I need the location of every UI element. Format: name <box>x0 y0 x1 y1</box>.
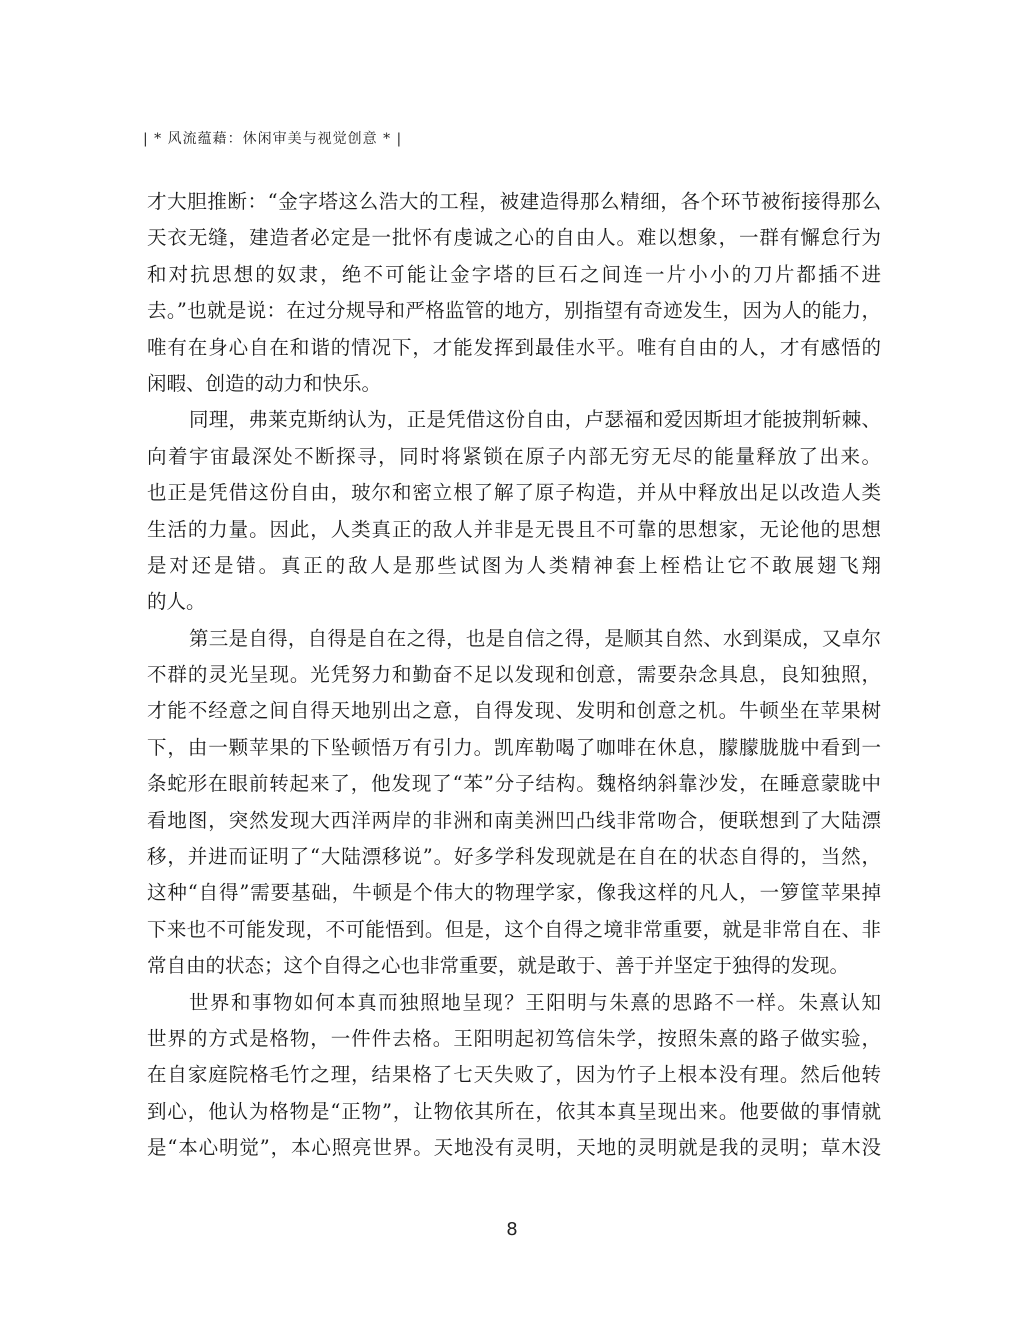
text-line: 不群的灵光呈现。光凭努力和勤奋不足以发现和创意，需要杂念具息，良知独照， <box>147 663 881 687</box>
page-number: 8 <box>506 1219 518 1240</box>
text-line: 条蛇形在眼前转起来了，他发现了“苯”分子结构。魏格纳斜靠沙发，在睡意蒙眬中 <box>147 772 881 796</box>
text-line: 唯有在身心自在和谐的情况下，才能发挥到最佳水平。唯有自由的人，才有感悟的 <box>147 335 881 359</box>
text-line: 第三是自得，自得是自在之得，也是自信之得，是顺其自然、水到渠成，又卓尔 <box>189 626 881 650</box>
text-line: 是“本心明觉”，本心照亮世界。天地没有灵明，天地的灵明就是我的灵明；草木没 <box>147 1136 881 1160</box>
body-text <box>147 184 881 1167</box>
text-line: 移，并进而证明了“大陆漂移说”。好多学科发现就是在自在的状态自得的，当然， <box>147 845 881 869</box>
text-line: 的人。 <box>147 590 206 614</box>
text-line: 到心，他认为格物是“正物”，让物依其所在，依其本真呈现出来。他要做的事情就 <box>147 1099 881 1123</box>
text-line: 这种“自得”需要基础，牛顿是个伟大的物理学家，像我这样的凡人，一箩筐苹果掉 <box>147 881 881 905</box>
text-line: 在自家庭院格毛竹之理，结果格了七天失败了，因为竹子上根本没有理。然后他转 <box>147 1063 881 1087</box>
text-line: 也正是凭借这份自由，玻尔和密立根了解了原子构造，并从中释放出足以改造人类 <box>147 481 881 505</box>
text-line: 向着宇宙最深处不断探寻，同时将紧锁在原子内部无穷无尽的能量释放了出来。 <box>147 444 881 468</box>
text-line: 才大胆推断：“金字塔这么浩大的工程，被建造得那么精细，各个环节被衔接得那么 <box>147 190 881 213</box>
text-line: 闲暇、创造的动力和快乐。 <box>147 371 382 395</box>
text-line: 去。”也就是说：在过分规导和严格监管的地方，别指望有奇迹发生，因为人的能力， <box>147 299 881 323</box>
text-line: 同理，弗莱克斯纳认为，正是凭借这份自由，卢瑟福和爱因斯坦才能披荆斩棘、 <box>189 408 881 432</box>
text-line: 世界的方式是格物，一件件去格。王阳明起初笃信朱学，按照朱熹的路子做实验， <box>147 1026 881 1050</box>
text-line: 才能不经意之间自得天地别出之意，自得发现、发明和创意之机。牛顿坐在苹果树 <box>147 699 881 723</box>
text-line: 和对抗思想的奴隶，绝不可能让金字塔的巨石之间连一片小小的刀片都插不进 <box>147 262 881 286</box>
text-line: 生活的力量。因此，人类真正的敌人并非是无畏且不可靠的思想家，无论他的思想 <box>147 517 881 541</box>
text-line: 世界和事物如何本真而独照地呈现？王阳明与朱熹的思路不一样。朱熹认知 <box>189 990 881 1014</box>
text-line: 下来也不可能发现，不可能悟到。但是，这个自得之境非常重要，就是非常自在、非 <box>147 917 881 941</box>
running-header: | * 风流蕴藉：休闲审美与视觉创意 * | <box>143 131 403 147</box>
text-line: 常自由的状态；这个自得之心也非常重要，就是敢于、善于并坚定于独得的发现。 <box>147 954 850 978</box>
text-line: 是对还是错。真正的敌人是那些试图为人类精神套上桎梏让它不敢展翅飞翔 <box>147 553 881 577</box>
text-line: 看地图，突然发现大西洋两岸的非洲和南美洲凹凸线非常吻合，便联想到了大陆漂 <box>147 808 881 832</box>
text-line: 天衣无缝，建造者必定是一批怀有虔诚之心的自由人。难以想象，一群有懈怠行为 <box>147 226 881 250</box>
text-line: 下，由一颗苹果的下坠顿悟万有引力。凯库勒喝了咖啡在休息，朦朦胧胧中看到一 <box>147 735 881 759</box>
